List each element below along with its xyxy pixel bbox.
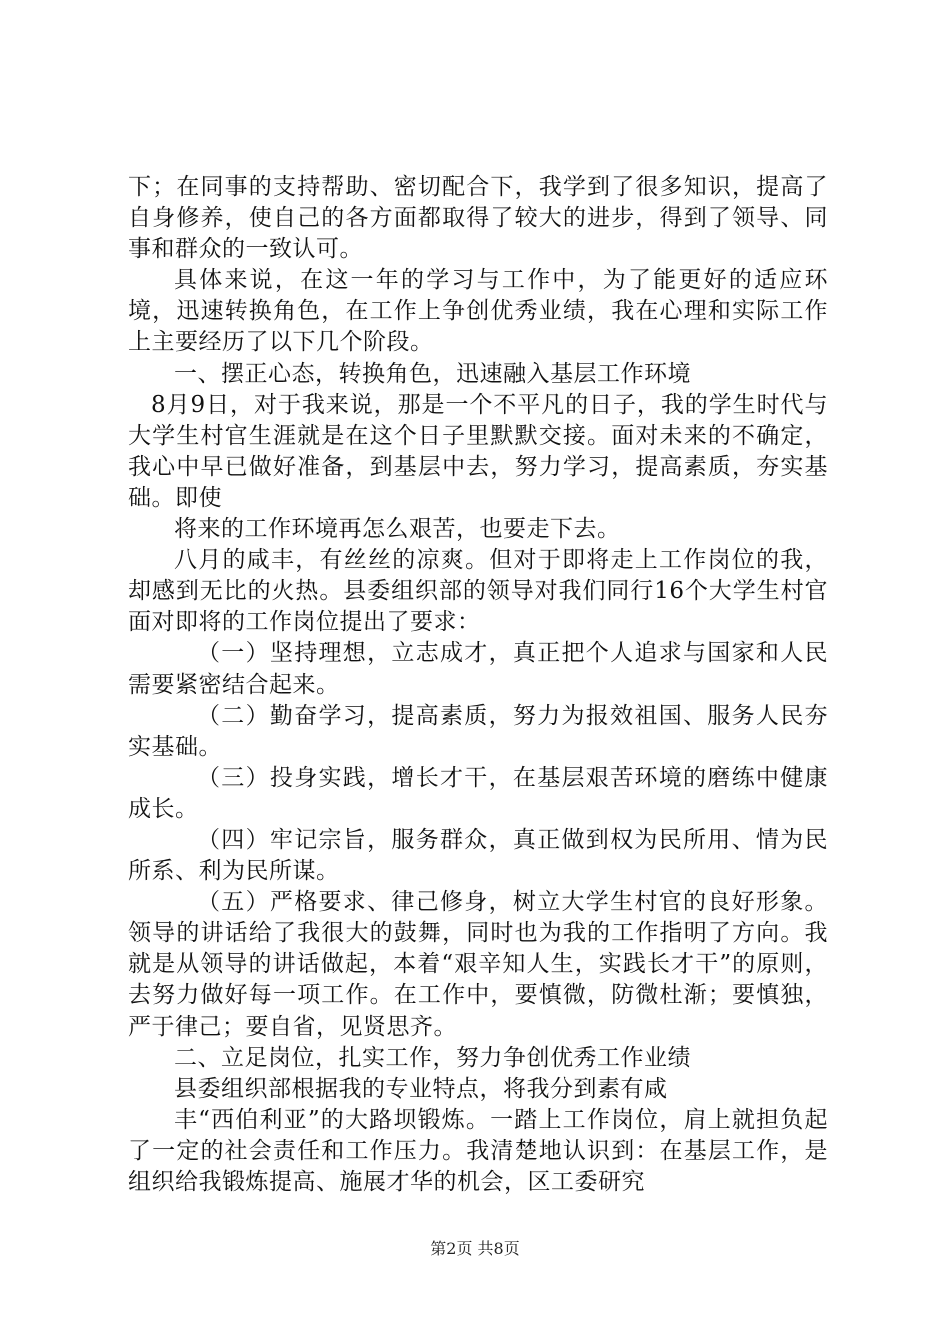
paragraph: 具体来说，在这一年的学习与工作中，为了能更好的适应环境，迅速转换角色，在工作上争创优秀业绩，我在心理和实际工作上主要经历了以下几个阶段。 bbox=[128, 267, 828, 356]
list-item: （三）投身实践，增长才干，在基层艰苦环境的磨练中健康成长。 bbox=[128, 764, 828, 822]
list-item: （四）牢记宗旨，服务群众，真正做到权为民所用、情为民所系、利为民所谋。 bbox=[128, 826, 828, 885]
list-item: （一）坚持理想，立志成才，真正把个人追求与国家和人民需要紧密结合起来。 bbox=[128, 640, 828, 698]
paragraph: 8月9日，对于我来说，那是一个不平凡的日子，我的学生时代与大学生村官生涯就是在这个日子里默默交接。面对未来的不确定，我心中早已做好准备，到基层中去，努力学习，提高素质，夯实基础。即使 bbox=[128, 391, 828, 511]
paragraph: 丰“西伯利亚”的大路坝锻炼。一踏上工作岗位，肩上就担负起了一定的社会责任和工作压力。我清楚地认识到：在基层工作，是组织给我锻炼提高、施展才华的机会，区工委研究 bbox=[128, 1106, 828, 1195]
paragraph: 县委组织部根据我的专业特点，将我分到素有咸 bbox=[174, 1075, 668, 1102]
section-heading: 一、摆正心态，转换角色，迅速融入基层工作环境 bbox=[174, 360, 691, 387]
page-number-footer: 第2页 共8页 bbox=[430, 1239, 520, 1258]
list-item: （五）严格要求、律己修身，树立大学生村官的良好形象。领导的讲话给了我很大的鼓舞，同时也为我的工作指明了方向。我就是从领导的讲话做起，本着“艰辛知人生，实践长才干”的原则，去努力做好每一项工作。在工作中，要慎微，防微杜渐；要慎独，严于律己；要自省，见贤思齐。 bbox=[128, 889, 828, 1040]
section-heading: 二、立足岗位，扎实工作，努力争创优秀工作业绩 bbox=[174, 1044, 691, 1071]
list-item: （二）勤奋学习，提高素质，努力为报效祖国、服务人民夯实基础。 bbox=[128, 702, 828, 760]
paragraph: 将来的工作环境再怎么艰苦，也要走下去。 bbox=[174, 516, 621, 543]
paragraph: 八月的咸丰，有丝丝的凉爽。但对于即将走上工作岗位的我，却感到无比的火热。县委组织部的领导对我们同行16个大学生村官面对即将的工作岗位提出了要求： bbox=[128, 547, 828, 636]
document-body bbox=[128, 172, 828, 1198]
paragraph: 下；在同事的支持帮助、密切配合下，我学到了很多知识，提高了自身修养，使自己的各方面都取得了较大的进步，得到了领导、同事和群众的一致认可。 bbox=[128, 174, 828, 263]
